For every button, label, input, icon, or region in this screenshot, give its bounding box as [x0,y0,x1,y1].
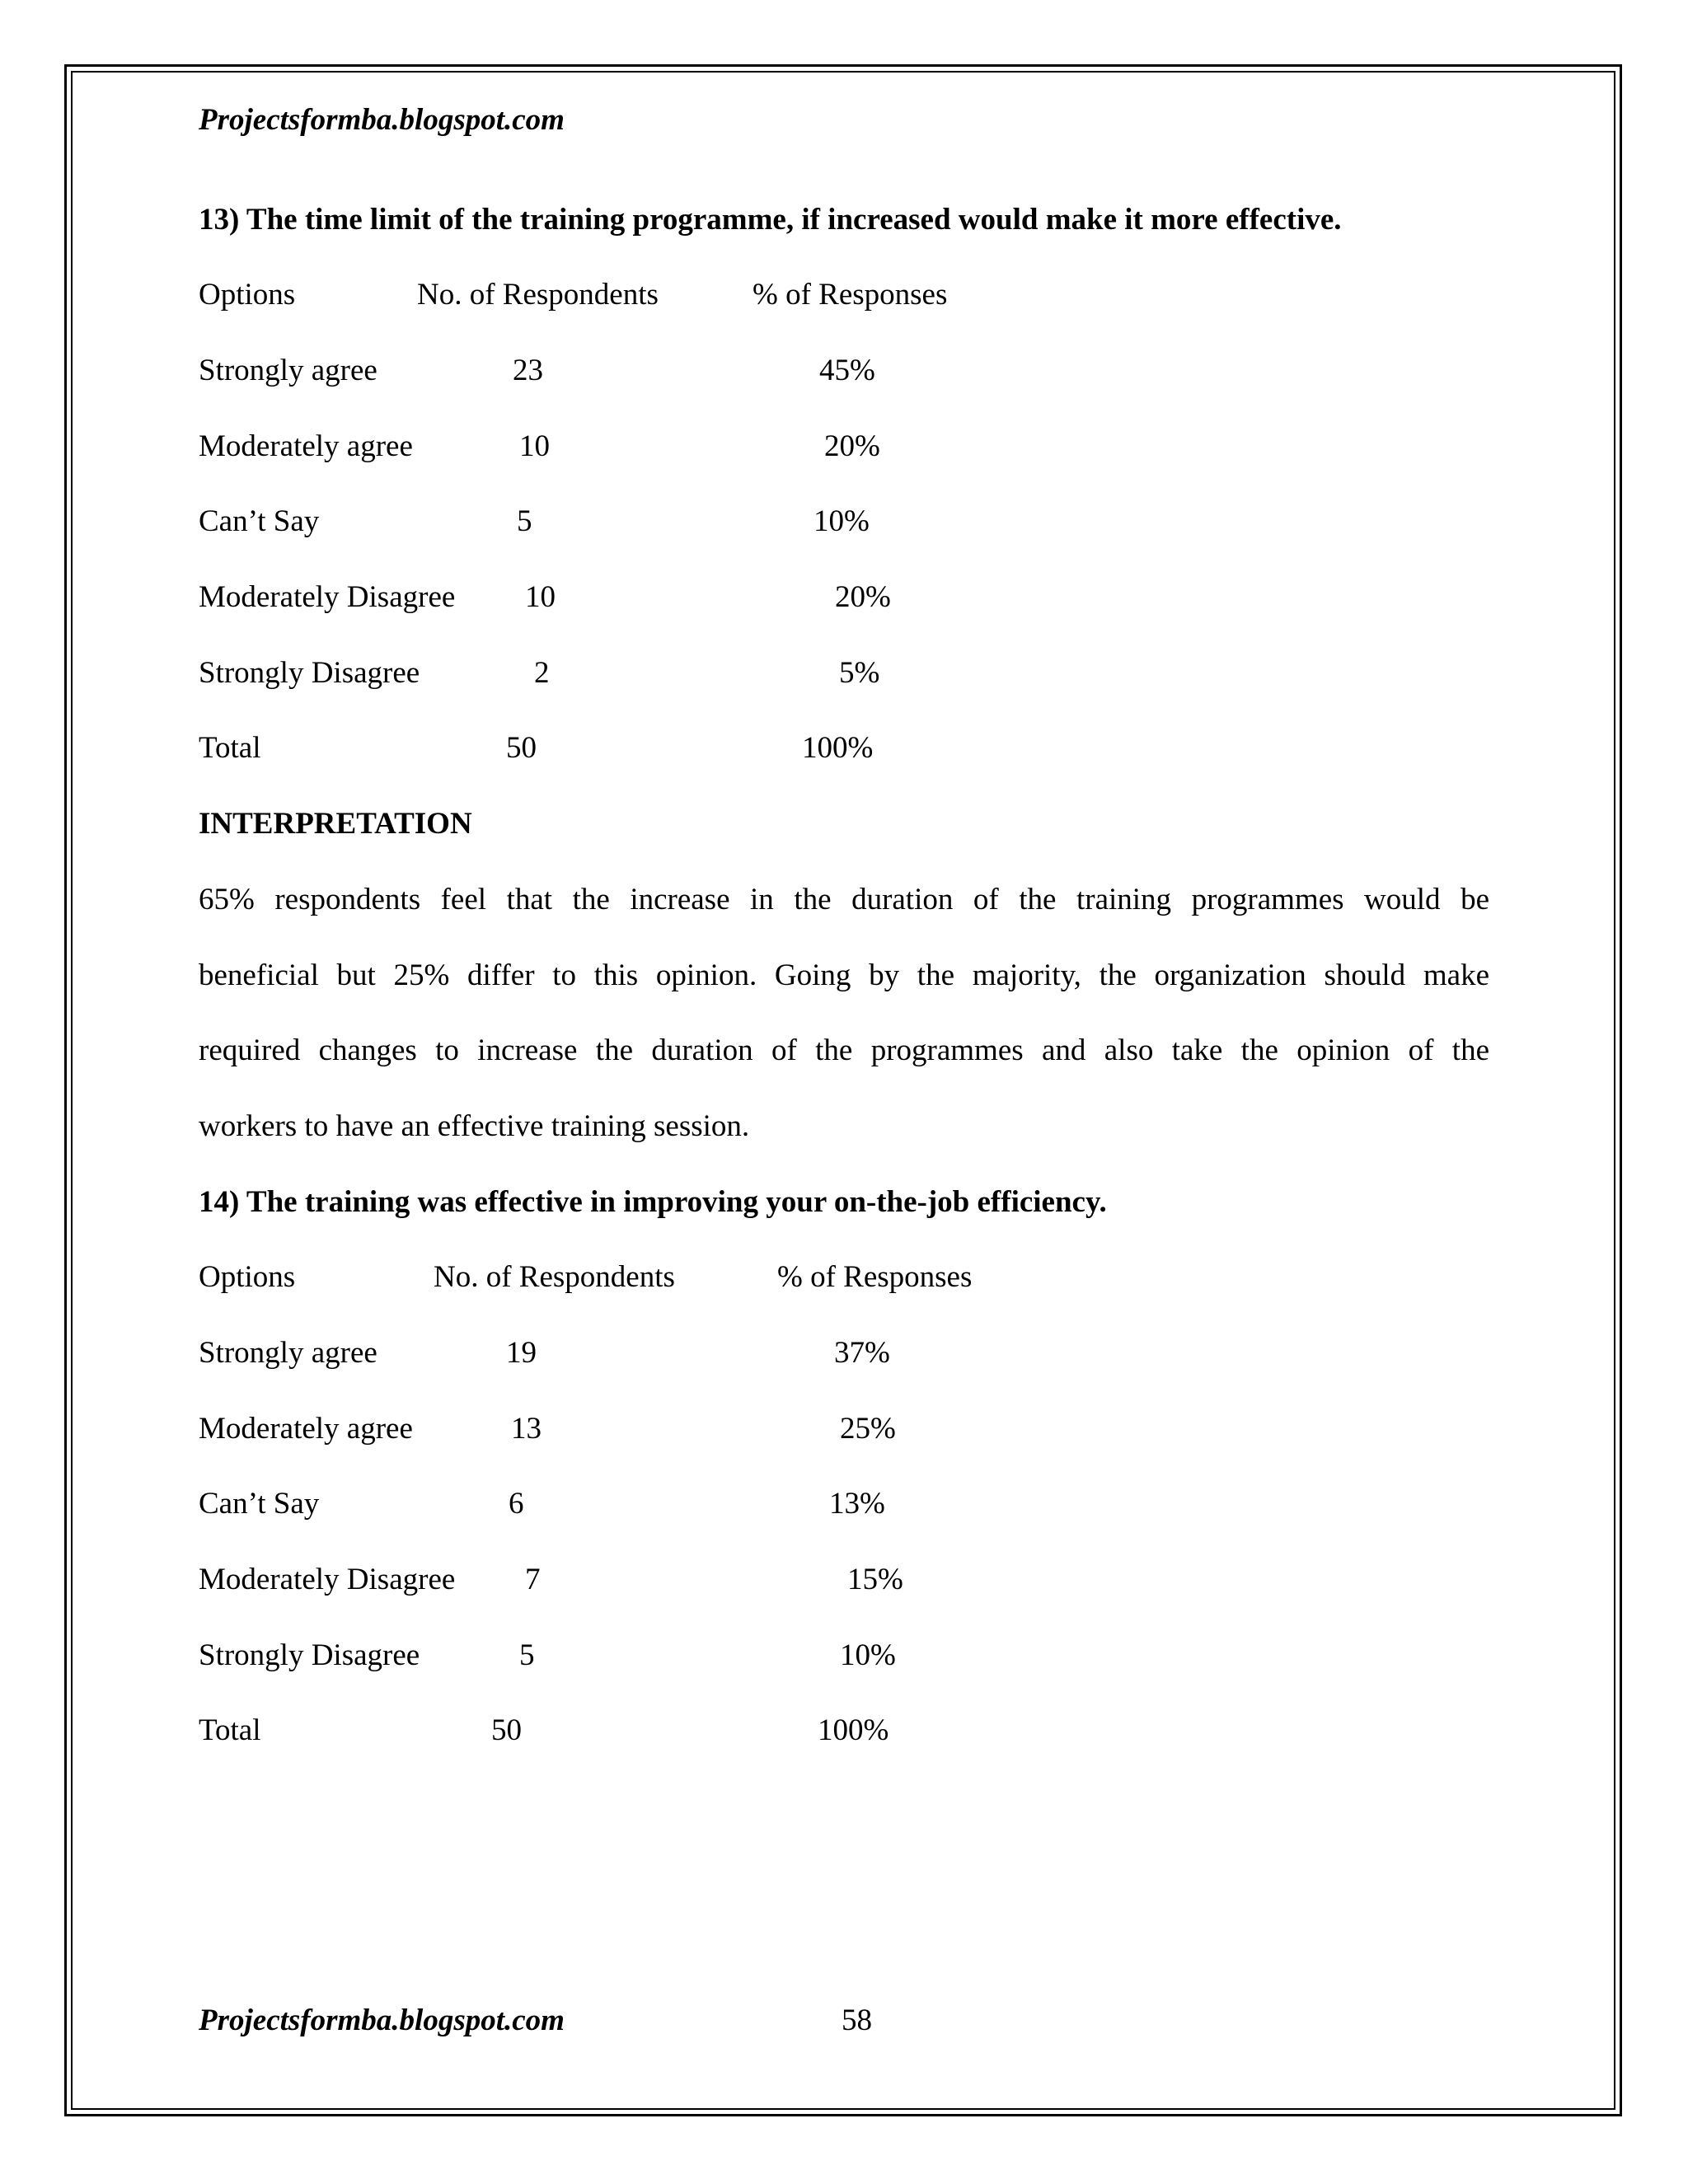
q13-row-option: Strongly agree [199,354,377,387]
q14-row-count: 19 [506,1336,537,1370]
q13-row-pct: 100% [802,731,874,765]
footer-site: Projectsformba.blogspot.com [199,2004,565,2037]
q14-row-pct: 25% [840,1412,896,1446]
q14-col-respondents: No. of Respondents [434,1260,675,1294]
q13-row-option: Strongly Disagree [199,656,420,690]
header-site: Projectsformba.blogspot.com [199,103,565,137]
q13-row-count: 23 [513,354,543,387]
q14-col-options: Options [199,1260,296,1294]
q14-row-pct: 100% [818,1713,889,1747]
q13-row-pct: 5% [839,656,880,690]
interpretation-line: required changes to increase the duration of the programmes and also take the opinion of the [199,1033,1489,1067]
q14-row-option: Moderately Disagree [199,1563,456,1596]
q14-title: 14) The training was effective in improving your on-the-job efficiency. [199,1185,1107,1219]
q14-row-count: 6 [509,1487,524,1521]
q13-row-count: 50 [506,731,537,765]
q13-col-respondents: No. of Respondents [417,278,659,312]
interpretation-line: workers to have an effective training session. [199,1109,750,1143]
q13-row-option: Moderately agree [199,429,413,463]
q13-row-pct: 45% [819,354,875,387]
q14-row-option: Moderately agree [199,1412,413,1446]
q14-row-pct: 15% [847,1563,903,1596]
q13-row-option: Total [199,731,261,765]
q13-row-pct: 10% [814,504,870,538]
interpretation-heading: INTERPRETATION [199,807,472,841]
q13-row-pct: 20% [824,429,880,463]
q14-row-option: Strongly Disagree [199,1638,420,1672]
q13-row-count: 10 [525,580,556,614]
q14-row-count: 5 [519,1638,535,1672]
q13-row-count: 5 [517,504,532,538]
q14-row-option: Strongly agree [199,1336,377,1370]
q14-row-pct: 10% [840,1638,896,1672]
q13-row-option: Moderately Disagree [199,580,456,614]
q14-row-count: 50 [491,1713,522,1747]
q14-col-responses: % of Responses [777,1260,973,1294]
q13-row-count: 2 [534,656,550,690]
interpretation-line: 65% respondents feel that the increase in the duration of the training programmes would be [199,883,1489,916]
q14-row-pct: 13% [829,1487,885,1521]
interpretation-line: beneficial but 25% differ to this opinion. Going by the majority, the organization should make [199,958,1489,992]
q14-row-option: Total [199,1713,261,1747]
q14-row-pct: 37% [834,1336,890,1370]
q13-row-pct: 20% [835,580,891,614]
page-number: 58 [842,2004,872,2037]
q14-row-count: 7 [525,1563,541,1596]
q13-col-responses: % of Responses [753,278,948,312]
q14-row-count: 13 [511,1412,542,1446]
q13-row-count: 10 [519,429,550,463]
q13-title: 13) The time limit of the training programme, if increased would make it more effective. [199,203,1342,237]
q13-row-option: Can’t Say [199,504,320,538]
q13-col-options: Options [199,278,296,312]
q14-row-option: Can’t Say [199,1487,320,1521]
